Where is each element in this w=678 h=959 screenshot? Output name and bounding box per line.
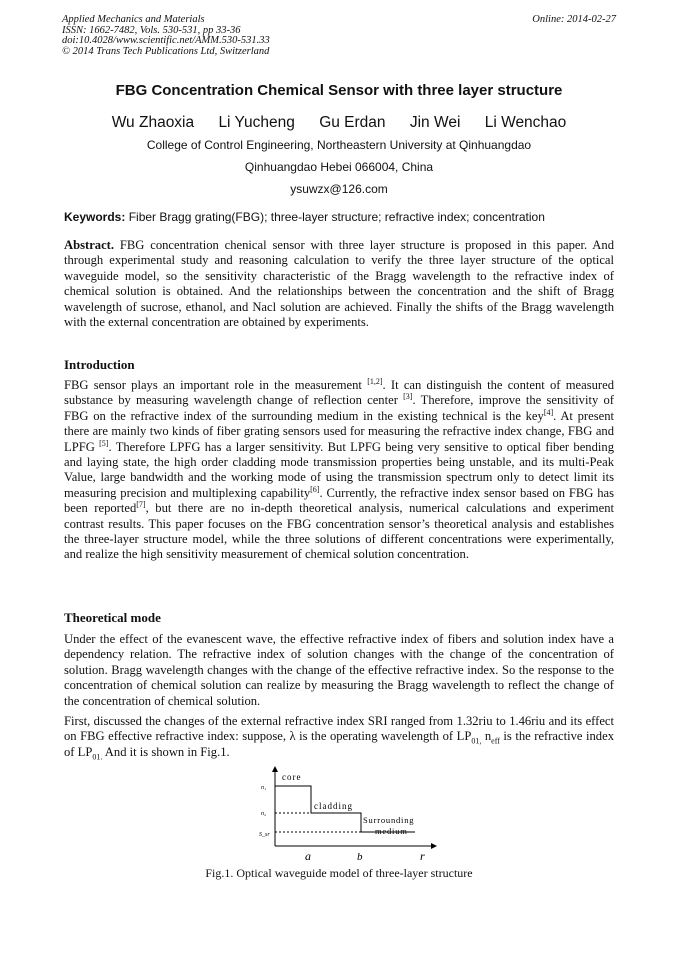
theory-text: is the refractive index of LP	[64, 729, 614, 759]
author-name: Jin Wei	[409, 114, 461, 131]
a-label: a	[305, 849, 311, 863]
author-list	[0, 114, 678, 132]
citation[interactable]: [1,2]	[367, 376, 383, 386]
medium-label: medium	[375, 826, 408, 836]
citation[interactable]: [6]	[310, 484, 320, 494]
subscript: 01.	[92, 752, 103, 762]
intro-text: . Therefore, improve the sensitivity of FBG on the refractive index of the surrounding medium in the existing technical is the key	[64, 393, 614, 423]
keywords	[64, 210, 614, 224]
intro-text: . At present there are mainly two kinds of fiber grating sensors used for measuring the refractive index change, FBG and LPFG	[64, 408, 614, 454]
n2-label: n₂	[261, 811, 267, 817]
surrounding-label: Surrounding	[363, 815, 415, 825]
keywords-label: Keywords:	[64, 210, 126, 224]
affiliation-line-1: College of Control Engineering, Northeastern University at Qinhuangdao	[146, 138, 532, 152]
theory-text: And it is shown in Fig.1.	[102, 744, 230, 759]
theory-text: First, discussed the changes of the external refractive index SRI ranged from 1.32riu to 1.46riu and its effect on FBG effective refractive index: suppose, λ is the operating wavelength of LP	[64, 714, 614, 744]
intro-text: FBG sensor plays an important role in the measurement	[64, 378, 368, 392]
nsr-label: S_sr	[259, 832, 270, 838]
theory-paragraph-2	[64, 714, 614, 760]
intro-text: . Currently, the refractive index sensor based on FBG has been reported	[64, 485, 614, 516]
doi-line[interactable]: doi:10.4028/www.scientific.net/AMM.530-531.33	[62, 35, 270, 47]
online-date: Online: 2014-02-27	[532, 14, 616, 25]
journal-header	[62, 15, 616, 57]
abstract-label: Abstract.	[64, 238, 115, 252]
journal-name: Applied Mechanics and Materials	[62, 14, 205, 25]
author-email[interactable]: ysuwzx@126.com	[290, 182, 388, 196]
affiliation-line-2: Qinhuangdao Hebei 066004, China	[244, 160, 434, 174]
waveguide-figure	[255, 766, 445, 866]
theory-text: n	[481, 729, 492, 744]
keywords-text: Fiber Bragg grating(FBG); three-layer structure; refractive index; concentration	[128, 210, 545, 224]
abstract-text: FBG concentration chenical sensor with three layer structure is proposed in this paper. And through experimental study and reasoning calculation to verify the three layer structure of the optical waveguide model, so the sensitivity characteristic of the Bragg wavelength to the refractive index of chemical solution is obtained. And the relationships between the concentration and the shift of Bragg wavelength of sucrose, ethanol, and Nacl solution are achieved. Finally the shifts of the Bragg wavelength with the external concentration are obtained by experiments.	[64, 238, 615, 330]
introduction-paragraph	[64, 378, 614, 563]
y-axis-arrow	[272, 766, 278, 772]
theory-paragraph-1: Under the effect of the evanescent wave, the effective refractive index of fibers and solution index have a dependency relation. The refractive index of solution changes with the change of the concentration of solution. Bragg wavelength changes with the change of the effective refractive index. So the response to the concentration of chemical solution can realize by measuring the Bragg wavelength to reflect the change of the concentration of chemical solution.	[64, 632, 614, 708]
intro-text: . Therefore LPFG has a larger sensitivity. But LPFG being very sensitive to optical fiber bending and laying state, the high order cladding mode transmission properties being unstable, and its multi-Peak Value, large bandwidth and the working mode of using the transmission spectrum only to detect limit its measuring precision and multiplexing capability	[64, 439, 614, 500]
author-name: Gu Erdan	[319, 114, 386, 131]
author-name: Wu Zhaoxia	[111, 114, 195, 131]
citation[interactable]: [3]	[403, 392, 413, 402]
intro-text: . It can distinguish the content of measured substance by measuring wavelength change of reflection center	[64, 378, 614, 408]
section-heading-theory: Theoretical mode	[64, 610, 161, 625]
waveguide-diagram	[255, 766, 445, 866]
figure-caption: Fig.1. Optical waveguide model of three-layer structure	[205, 866, 473, 880]
cladding-label: cladding	[314, 801, 353, 811]
intro-text: , but there are no in-depth theoretical analysis, numerical calculations and experiment contrast results. This paper focuses on the FBG concentration sensor’s theoretical analysis and establishes the three-layer structure model, while the three solutions of different concentrations were experimentally, and realize the high sensitivity measurement of chemical solution concentration.	[64, 501, 614, 562]
abstract-paragraph	[64, 238, 614, 330]
citation[interactable]: [5]	[99, 438, 109, 448]
paper-title: FBG Concentration Chemical Sensor with three layer structure	[115, 82, 563, 99]
core-label: core	[282, 772, 302, 782]
n1-label: n₁	[261, 785, 267, 791]
issn-line: ISSN: 1662-7482, Vols. 530-531, pp 33-36	[62, 24, 241, 36]
b-label: b	[357, 851, 363, 863]
author-name: Li Yucheng	[218, 114, 295, 131]
subscript: eff	[491, 736, 500, 746]
section-heading-introduction: Introduction	[64, 357, 135, 372]
citation[interactable]: [4]	[543, 407, 554, 417]
copyright-line: © 2014 Trans Tech Publications Ltd, Switzerland	[62, 45, 270, 57]
subscript: 01,	[471, 736, 482, 746]
r-label: r	[420, 849, 425, 863]
author-name: Li Wenchao	[484, 114, 567, 131]
x-axis-arrow	[431, 843, 437, 849]
citation[interactable]: [7]	[136, 500, 146, 510]
